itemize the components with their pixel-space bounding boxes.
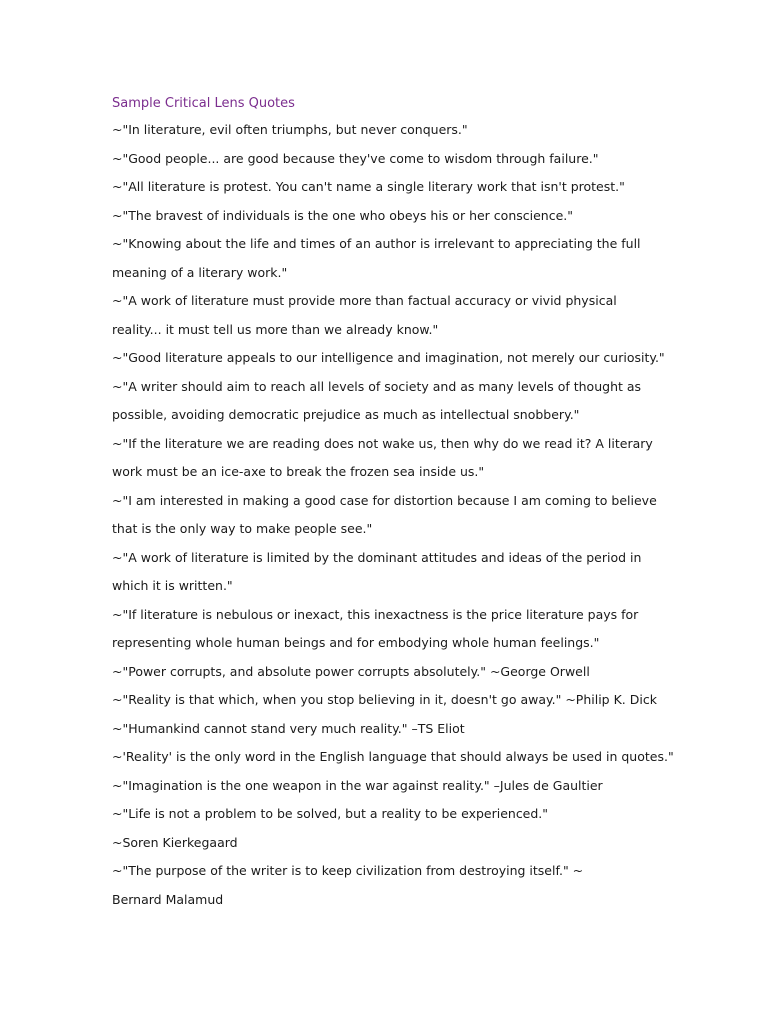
quote-line: ~"Good people... are good because they've come to wisdom through failure." [112,150,599,166]
quote-line: work must be an ice-axe to break the frozen sea inside us." [112,464,485,479]
quote-line: ~"Life is not a problem to be solved, but a reality to be experienced." [112,806,549,821]
quote-list [112,116,672,914]
quote-line: ~"Humankind cannot stand very much reality." –TS Eliot [112,720,465,736]
document-title: Sample Critical Lens Quotes [112,96,295,111]
quote-line: ~"A work of literature must provide more than factual accuracy or vivid physical [112,293,617,308]
quote-line: ~"Knowing about the life and times of an author is irrelevant to appreciating the full [112,236,641,251]
quote-line: ~"The purpose of the writer is to keep civilization from destroying itself." ~ [112,863,584,878]
quote-line: ~"Reality is that which, when you stop believing in it, doesn't go away." ~Philip K. Dick [112,692,657,707]
quote-line: ~Soren Kierkegaard [112,834,238,850]
quote-line: ~"If the literature we are reading does not wake us, then why do we read it? A literary [112,435,653,451]
quote-line: that is the only way to make people see." [112,521,373,536]
quote-line: ~"Imagination is the one weapon in the war against reality." –Jules de Gaultier [112,777,603,793]
quote-line: meaning of a literary work." [112,264,288,280]
quote-line: Bernard Malamud [112,891,224,907]
quote-line: representing whole human beings and for embodying whole human feelings." [112,635,600,650]
quote-line: ~"All literature is protest. You can't name a single literary work that isn't protest." [112,179,625,194]
quote-line: ~"Power corrupts, and absolute power corrupts absolutely." ~George Orwell [112,663,590,679]
quote-line: possible, avoiding democratic prejudice as much as intellectual snobbery." [112,407,580,422]
quote-line: which it is written." [112,578,233,593]
quote-line: ~"In literature, evil often triumphs, but never conquers." [112,122,468,137]
document-page [112,92,672,914]
quote-line: ~"Good literature appeals to our intelligence and imagination, not merely our curiosity." [112,350,665,365]
quote-line: ~"A work of literature is limited by the dominant attitudes and ideas of the period in [112,549,642,565]
quote-line: ~"If literature is nebulous or inexact, this inexactness is the price literature pays for [112,606,639,622]
quote-line: reality... it must tell us more than we already know." [112,321,439,337]
quote-line: ~"The bravest of individuals is the one who obeys his or her conscience." [112,207,573,223]
quote-line: ~"I am interested in making a good case for distortion because I am coming to believe [112,492,657,508]
quote-line: ~'Reality' is the only word in the English language that should always be used in quotes." [112,749,674,764]
quote-line: ~"A writer should aim to reach all levels of society and as many levels of thought as [112,378,642,394]
